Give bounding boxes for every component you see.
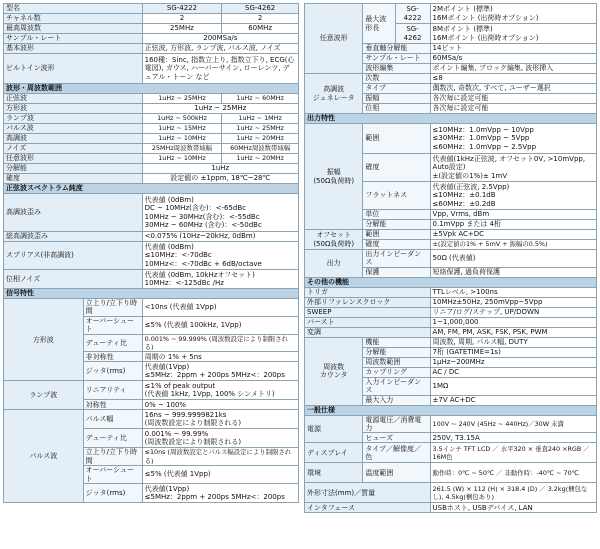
spec-value: 261.5 (W) × 112 (H) × 318.4 (D) ／ 3.2kg(梱包なし), 4.5kg(梱包あり): [430, 483, 596, 503]
spec-label: 保護: [363, 267, 430, 277]
spec-value: 2: [142, 14, 222, 24]
spec-label: デューティ比: [83, 334, 142, 352]
spec-value: 偶数次, 奇数次, すべて, ユーザー選択: [430, 84, 596, 94]
spec-label: 分解能: [4, 164, 143, 174]
spec-label: チャネル数: [4, 14, 143, 24]
spec-label: 非対称性: [83, 352, 142, 362]
spec-value: リニア/ログ/ステップ, UP/DOWN: [430, 307, 596, 317]
spec-label: 範囲: [363, 230, 430, 240]
right-spec-table: [304, 3, 597, 513]
spec-label: SWEEP: [305, 307, 431, 317]
spec-label: 次数: [363, 74, 430, 84]
spec-label: パルス幅: [83, 410, 142, 429]
spec-value: Vpp, Vrms, dBm: [430, 210, 596, 220]
spec-value: 25MHz: [142, 24, 222, 34]
spec-value: 1uHz ~ 25MHz: [142, 94, 222, 104]
spec-value: 1uHz ~ 25MHz: [142, 104, 298, 114]
section-header: 信号特性: [4, 289, 299, 299]
section-header: 出力特性: [305, 114, 597, 124]
left-spec-table: [3, 3, 299, 503]
spec-value: ≤8: [430, 74, 596, 84]
spec-label: 最大波形長: [363, 4, 395, 44]
spec-value: 周波数, 周期, パルス幅, DUTY: [430, 337, 596, 347]
right-spec-column: [304, 3, 597, 513]
section-header: その他の機能: [305, 277, 597, 287]
spec-value: 1~1,000,000: [430, 317, 596, 327]
spec-label: 立上り/立下り時間: [83, 299, 142, 317]
spec-value: 7桁 (GATETIME=1s): [430, 347, 596, 357]
spec-label: タイプ／解像度／色: [363, 443, 430, 463]
spec-value: 設定値の ±1ppm, 18℃~28℃: [142, 174, 298, 184]
spec-value: 160種：Sinc, 指数立上り, 指数立下り, ECG(心電図), ガウス, ハーバーサイン, ローレンツ, デュアル・トーン など: [142, 54, 298, 84]
spec-label: スプリアス(非高調波): [4, 242, 143, 270]
group-label: オフセット (50Ω負荷時): [305, 230, 363, 250]
spec-label: パルス波: [4, 124, 143, 134]
spec-value: 14ビット: [430, 44, 596, 54]
spec-label: 方形波: [4, 104, 143, 114]
spec-value: ±7V AC+DC: [430, 395, 596, 405]
spec-value: 0.001% ~ 99.99% (周波数設定により制限される): [142, 429, 298, 448]
spec-label: 位相: [363, 104, 430, 114]
spec-label: 入力インピーダンス: [363, 377, 430, 395]
spec-value: 60MSa/s: [430, 54, 596, 64]
spec-label: 垂直軸分解能: [363, 44, 430, 54]
spec-value: ≤10ns (周波数設定とパルス幅設定により制限される): [142, 448, 298, 466]
spec-value: TTLレベル, >100ns: [430, 287, 596, 297]
spec-label: 確度: [4, 174, 143, 184]
group-label: 電源: [305, 415, 363, 443]
spec-label: フラットネス: [363, 182, 430, 210]
spec-label: 高調波歪み: [4, 194, 143, 232]
spec-value: 60MHz周波数帯域幅: [222, 144, 299, 154]
spec-value: 8Mポイント (標準) 16Mポイント (出荷時オプション): [430, 24, 596, 44]
spec-label: バースト: [305, 317, 431, 327]
spec-value: 2: [222, 14, 299, 24]
spec-label: カップリング: [363, 367, 430, 377]
group-label: ランプ波: [4, 381, 84, 410]
spec-label: 高調波: [4, 134, 143, 144]
group-label: ディスプレイ: [305, 443, 363, 463]
spec-value: 1uHz ~ 500kHz: [142, 114, 222, 124]
spec-label: 最高周波数: [4, 24, 143, 34]
spec-label: 確度: [363, 154, 430, 182]
spec-value: 各次毎に設定可能: [430, 94, 596, 104]
left-spec-column: [3, 3, 299, 503]
spec-value: 250V, T3.15A: [430, 433, 596, 443]
spec-label: 出力インピーダンス: [363, 250, 430, 268]
spec-value: 1uHz ~ 10MHz: [142, 134, 222, 144]
spec-label: ジッタ(rms): [83, 484, 142, 503]
spec-value: AC / DC: [430, 367, 596, 377]
spec-value: 周期の 1% + 5ns: [142, 352, 298, 362]
spec-value: 代表値 (0dBm, 10kHzオフセット) 10MHz：<-125dBc /Hz: [142, 270, 298, 289]
spec-value: ±5Vpk AC+DC: [430, 230, 596, 240]
spec-label: サンプル・レート: [4, 34, 143, 44]
spec-value: 1uHz ~ 60MHz: [222, 94, 299, 104]
model-1: SG-4222: [142, 4, 222, 14]
spec-label: 位相ノイズ: [4, 270, 143, 289]
group-label: 出力: [305, 250, 363, 278]
model-label: SG-4262: [395, 24, 430, 44]
spec-value: 25MHz周波数帯域幅: [142, 144, 222, 154]
group-label: 周波数 カウンタ: [305, 337, 363, 405]
spec-value: 1μHz~200MHz: [430, 357, 596, 367]
spec-value: 0.1mVpp または 4桁: [430, 220, 596, 230]
spec-label: 単位: [363, 210, 430, 220]
spec-label: 総高調波歪み: [4, 232, 143, 242]
spec-value: 1uHz ~ 10MHz: [142, 154, 222, 164]
spec-label: オーバーシュート: [83, 466, 142, 484]
spec-label: トリガ: [305, 287, 431, 297]
spec-value: ≤5% (代表値 100kHz, 1Vpp): [142, 316, 298, 334]
spec-value: 代表値(1Vpp) ≤5MHz：2ppm + 200ps 5MHz<：200ps: [142, 484, 298, 503]
spec-value: 代表値(正弦波, 2.5Vpp) ≤10MHz：±0.1dB ≤60MHz：±0.2dB: [430, 182, 596, 210]
spec-value: ≤5% (代表値 1Vpp): [142, 466, 298, 484]
spec-value: ±(設定値の1% + 5mV + 振幅の0.5%): [430, 240, 596, 250]
spec-label: 正弦波: [4, 94, 143, 104]
spec-label: 周波数範囲: [363, 357, 430, 367]
spec-value: 短絡保護, 過負荷保護: [430, 267, 596, 277]
spec-value: ≤1% of peak output (代表値 1kHz, 1Vpp, 100% シンメトリ): [142, 381, 298, 400]
spec-label: 電源電圧／消費電力: [363, 415, 430, 433]
spec-value: 正弦波, 方形波, ランプ波, パルス波, ノイズ: [142, 44, 298, 54]
group-label: パルス波: [4, 410, 84, 503]
spec-label: デューティ比: [83, 429, 142, 448]
spec-value: 代表値(1kHz正弦波, オフセット0V, >10mVpp, Auto設定) ±(設定値の1%)± 1mV: [430, 154, 596, 182]
spec-value: 代表値 (0dBm) DC ~ 10MHz(含む)：<-65dBc 10MHz ~ 30MHz(含む)：<-55dBc 30MHz ~ 60MHz (含む)：<-50dBc: [142, 194, 298, 232]
spec-value: 3.5インチ TFT LCD ／ 水平320 × 垂直240 ×RGB ／ 16M色: [430, 443, 596, 463]
spec-value: 1uHz ~ 20MHz: [222, 134, 299, 144]
spec-value: 1uHz ~ 20MHz: [222, 154, 299, 164]
spec-label: 対称性: [83, 400, 142, 410]
group-label: 環境: [305, 463, 363, 483]
spec-label: 範囲: [363, 124, 430, 154]
spec-label: 外形寸法(mm)／質量: [305, 483, 431, 503]
spec-label: ヒューズ: [363, 433, 430, 443]
spec-label: 機能: [363, 337, 430, 347]
spec-label: インタフェース: [305, 503, 431, 513]
spec-value: 1uHz ~ 1MHz: [222, 114, 299, 124]
spec-value: 10MHz±50Hz, 250mVpp~5Vpp: [430, 297, 596, 307]
spec-value: 50Ω (代表値): [430, 250, 596, 268]
group-label: 任意波形: [305, 4, 363, 74]
spec-value: 代表値(1Vpp) ≤5MHz：2ppm + 200ps 5MHz<：200ps: [142, 362, 298, 381]
spec-value: 1uHz: [142, 164, 298, 174]
model-2: SG-4262: [222, 4, 299, 14]
spec-label: ランプ波: [4, 114, 143, 124]
spec-label: ビルトイン波形: [4, 54, 143, 84]
spec-value: 60MHz: [222, 24, 299, 34]
spec-value: 1MΩ: [430, 377, 596, 395]
spec-label: 分解能: [363, 347, 430, 357]
spec-label: タイプ: [363, 84, 430, 94]
spec-value: 1uHz ~ 15MHz: [142, 124, 222, 134]
spec-label: リニアリティ: [83, 381, 142, 400]
spec-label: サンプル・レート: [363, 54, 430, 64]
spec-value: 代表値 (0dBm) ≤10MHz：<-70dBc 10MHz<：<-70dBc + 6dB/octave: [142, 242, 298, 270]
group-label: 方形波: [4, 299, 84, 381]
spec-value: 16ns ~ 999.9999821ks (周波数設定により制限される): [142, 410, 298, 429]
spec-value: USBホスト, USBデバイス, LAN: [430, 503, 596, 513]
section-header: 一般仕様: [305, 405, 597, 415]
spec-value: ≤10MHz：1.0mVpp ~ 10Vpp ≤30MHz：1.0mVpp ~ 5Vpp ≤60MHz：1.0mVpp ~ 2.5Vpp: [430, 124, 596, 154]
spec-value: ポイント編集, ブロック編集, 波形挿入: [430, 64, 596, 74]
section-header: 正弦波スペクトラム純度: [4, 184, 299, 194]
spec-label: ジッタ(rms): [83, 362, 142, 381]
spec-label: 任意波形: [4, 154, 143, 164]
section-header: 波形・周波数範囲: [4, 84, 299, 94]
spec-label: 変調: [305, 327, 431, 337]
spec-label: 振幅: [363, 94, 430, 104]
group-label: 高調波 ジェネレータ: [305, 74, 363, 114]
model-label: SG-4222: [395, 4, 430, 24]
spec-value: 200MSa/s: [142, 34, 298, 44]
spec-label: 基本波形: [4, 44, 143, 54]
spec-value: <0.075% (10Hz~20kHz, 0dBm): [142, 232, 298, 242]
spec-value: <10ns (代表値 1Vpp): [142, 299, 298, 317]
spec-label: 最大入力: [363, 395, 430, 405]
spec-label: 立上り/立下り時間: [83, 448, 142, 466]
spec-label: 外部リファレンスクロック: [305, 297, 431, 307]
spec-label: ノイズ: [4, 144, 143, 154]
spec-value: 0.001% ~ 99.999% (周波数設定により制限される): [142, 334, 298, 352]
spec-value: 動作時：0℃ ~ 50℃ ／ 非動作時：-40℃ ~ 70℃: [430, 463, 596, 483]
spec-value: AM, FM, PM, ASK, FSK, PSK, PWM: [430, 327, 596, 337]
model-header: 型名: [4, 4, 143, 14]
spec-value: 1uHz ~ 25MHz: [222, 124, 299, 134]
spec-label: 温度範囲: [363, 463, 430, 483]
spec-label: オーバーシュート: [83, 316, 142, 334]
spec-value: 100V ~ 240V (45Hz ~ 440Hz)／30W 未満: [430, 415, 596, 433]
spec-label: 確度: [363, 240, 430, 250]
spec-value: 各次毎に設定可能: [430, 104, 596, 114]
spec-label: 波形編集: [363, 64, 430, 74]
group-label: 振幅 (50Ω負荷時): [305, 124, 363, 230]
spec-label: 分解能: [363, 220, 430, 230]
spec-value: 0% ~ 100%: [142, 400, 298, 410]
spec-value: 2Mポイント (標準) 16Mポイント (出荷時オプション): [430, 4, 596, 24]
